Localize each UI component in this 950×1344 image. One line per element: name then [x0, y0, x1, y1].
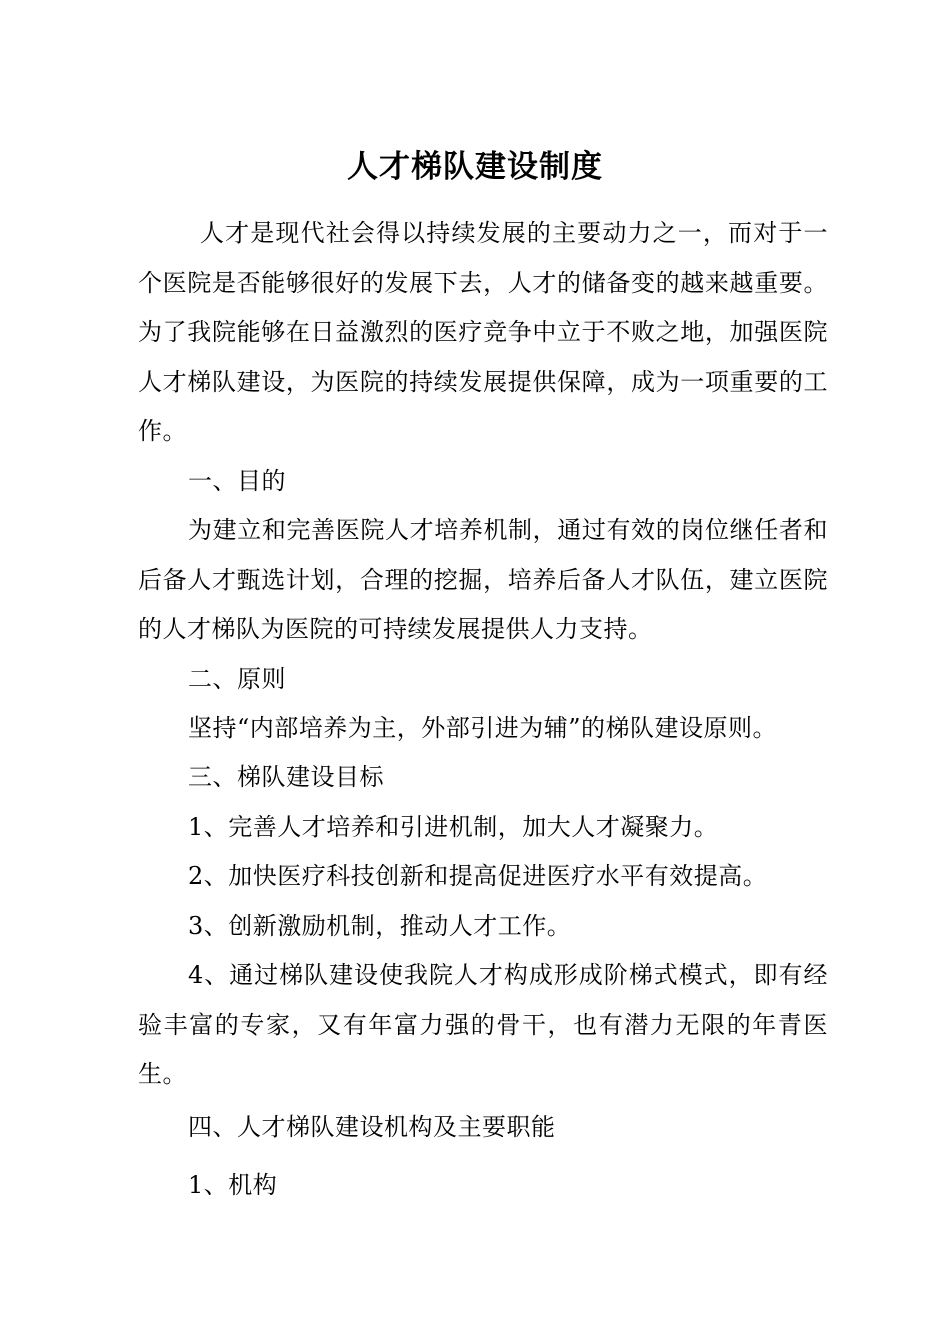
- section1-paragraph: 为建立和完善医院人才培养机制，通过有效的岗位继任者和后备人才甄选计划，合理的挖掘，培养后备人才队伍，建立医院的人才梯队为医院的可持续发展提供人力支持。: [138, 516, 828, 644]
- section3-heading: 三、梯队建设目标: [188, 763, 384, 791]
- document-title: 人才梯队建设制度: [347, 149, 603, 185]
- intro-paragraph: 人才是现代社会得以持续发展的主要动力之一，而对于一个医院是否能够很好的发展下去，人才的储备变的越来越重要。为了我院能够在日益激烈的医疗竞争中立于不败之地，加强医院人才梯队建设，为医院的持续发展提供保障，成为一项重要的工作。: [138, 219, 828, 446]
- section4-heading: 四、人才梯队建设机构及主要职能: [188, 1113, 556, 1141]
- section1-heading: 一、目的: [188, 467, 286, 495]
- goal-item-2: 2、加快医疗科技创新和提高促进医疗水平有效提高。: [188, 862, 768, 890]
- goal-item-4: 4、通过梯队建设使我院人才构成形成阶梯式模式，即有经验丰富的专家，又有年富力强的骨干，也有潜力无限的年青医生。: [138, 961, 828, 1089]
- section4-item-1: 1、机构: [188, 1171, 278, 1199]
- goal-item-1: 1、完善人才培养和引进机制，加大人才凝聚力。: [188, 813, 719, 841]
- section2-paragraph: 坚持“内部培养为主，外部引进为辅”的梯队建设原则。: [188, 714, 778, 742]
- goal-item-3: 3、创新激励机制，推动人才工作。: [188, 912, 572, 940]
- section2-heading: 二、原则: [188, 665, 286, 693]
